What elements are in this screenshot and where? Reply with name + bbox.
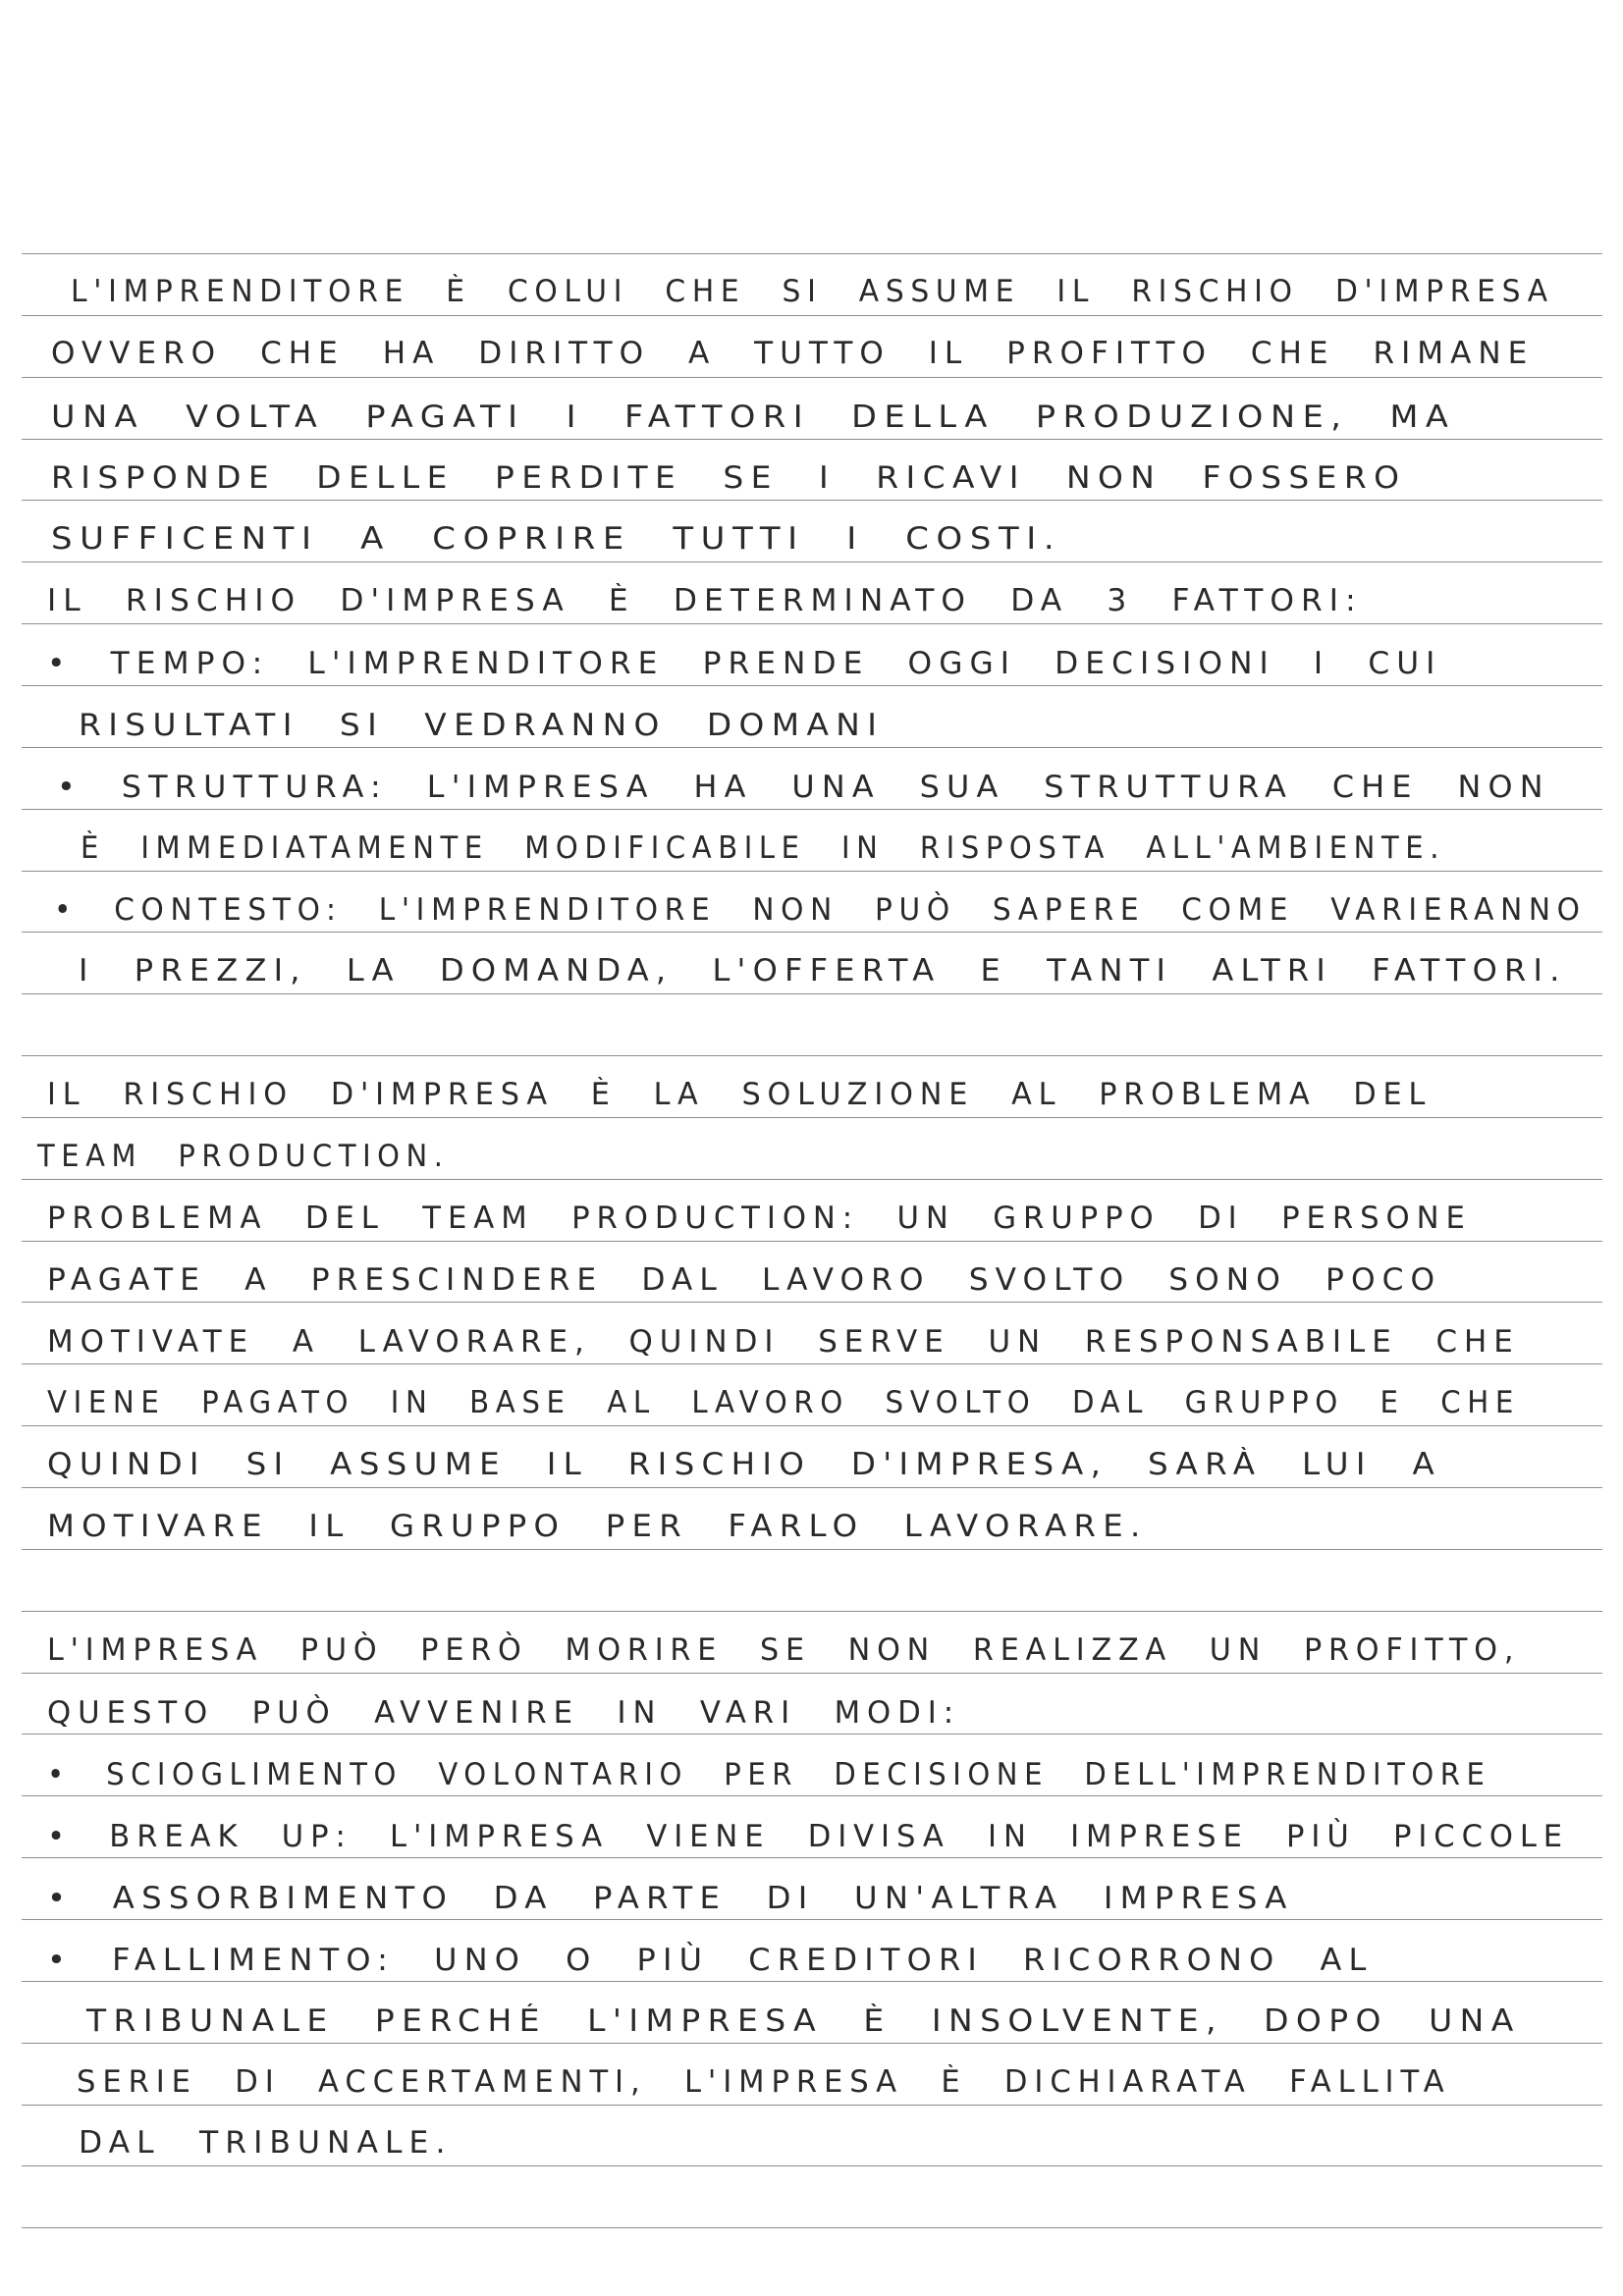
ruled-line: [22, 253, 1602, 254]
ruled-line: [22, 1117, 1602, 1118]
ruled-line: [22, 1363, 1602, 1364]
ruled-line: [22, 1487, 1602, 1488]
text-line: • BREAK UP: L'IMPRESA VIENE DIVISA IN IMPRESE PIÙ PICCOLE: [47, 1819, 1570, 1854]
text-line: RISULTATI SI VEDRANNO DOMANI: [79, 708, 885, 743]
ruled-line: [22, 809, 1602, 810]
text-line: • CONTESTO: L'IMPRENDITORE NON PUÒ SAPERE COME VARIERANNO: [54, 892, 1587, 928]
ruled-line: [22, 561, 1602, 562]
text-line: SERIE DI ACCERTAMENTI, L'IMPRESA È DICHIARATA FALLITA: [77, 2064, 1451, 2100]
ruled-line: [22, 2105, 1602, 2106]
ruled-line: [22, 2165, 1602, 2166]
ruled-line: [22, 993, 1602, 994]
ruled-line: [22, 1673, 1602, 1674]
text-line: I PREZZI, LA DOMANDA, L'OFFERTA E TANTI ALTRI FATTORI.: [79, 953, 1567, 988]
ruled-line: [22, 1919, 1602, 1920]
ruled-line: [22, 439, 1602, 440]
ruled-line: [22, 871, 1602, 872]
ruled-line: [22, 1857, 1602, 1858]
text-line: OVVERO CHE HA DIRITTO A TUTTO IL PROFITTO CHE RIMANE: [51, 336, 1535, 371]
ruled-line: [22, 747, 1602, 748]
ruled-line: [22, 1302, 1602, 1303]
text-line: PAGATE A PRESCINDERE DAL LAVORO SVOLTO SONO POCO: [47, 1262, 1442, 1298]
text-line: L'IMPRESA PUÒ PERÒ MORIRE SE NON REALIZZA UN PROFITTO,: [47, 1632, 1521, 1668]
ruled-line: [22, 932, 1602, 933]
ruled-line: [22, 315, 1602, 316]
ruled-line: [22, 1179, 1602, 1180]
ruled-line: [22, 1734, 1602, 1735]
text-line: • ASSORBIMENTO DA PARTE DI UN'ALTRA IMPRESA: [47, 1881, 1294, 1916]
ruled-line: [22, 2227, 1602, 2228]
ruled-line: [22, 1241, 1602, 1242]
text-line: • FALLIMENTO: UNO O PIÙ CREDITORI RICORRONO AL: [47, 1943, 1374, 1978]
text-line: QUESTO PUÒ AVVENIRE IN VARI MODI:: [47, 1695, 961, 1731]
text-line: VIENE PAGATO IN BASE AL LAVORO SVOLTO DAL GRUPPO E CHE: [47, 1385, 1520, 1420]
text-line: MOTIVATE A LAVORARE, QUINDI SERVE UN RESPONSABILE CHE: [47, 1324, 1520, 1360]
text-line: PROBLEMA DEL TEAM PRODUCTION: UN GRUPPO DI PERSONE: [47, 1201, 1472, 1236]
text-line: • SCIOGLIMENTO VOLONTARIO PER DECISIONE DELL'IMPRENDITORE: [47, 1757, 1491, 1792]
text-line: È IMMEDIATAMENTE MODIFICABILE IN RISPOSTA ALL'AMBIENTE.: [81, 830, 1446, 866]
ruled-line: [22, 1981, 1602, 1982]
ruled-line: [22, 1055, 1602, 1056]
text-line: • STRUTTURA: L'IMPRESA HA UNA SUA STRUTTURA CHE NON: [57, 770, 1550, 805]
ruled-line: [22, 1549, 1602, 1550]
text-line: L'IMPRENDITORE È COLUI CHE SI ASSUME IL RISCHIO D'IMPRESA: [71, 274, 1554, 309]
ruled-line: [22, 500, 1602, 501]
text-line: MOTIVARE IL GRUPPO PER FARLO LAVORARE.: [47, 1509, 1148, 1544]
text-line: DAL TRIBUNALE.: [79, 2125, 453, 2161]
text-line: SUFFICENTI A COPRIRE TUTTI I COSTI.: [51, 521, 1062, 557]
ruled-line: [22, 1795, 1602, 1796]
text-line: IL RISCHIO D'IMPRESA È LA SOLUZIONE AL PROBLEMA DEL: [47, 1077, 1433, 1112]
ruled-line: [22, 623, 1602, 624]
ruled-line: [22, 377, 1602, 378]
ruled-line: [22, 685, 1602, 686]
ruled-line: [22, 1425, 1602, 1426]
text-line: • TEMPO: L'IMPRENDITORE PRENDE OGGI DECISIONI I CUI: [47, 646, 1442, 681]
ruled-line: [22, 2043, 1602, 2044]
text-line: UNA VOLTA PAGATI I FATTORI DELLA PRODUZIONE, MA: [51, 400, 1456, 435]
text-line: RISPONDE DELLE PERDITE SE I RICAVI NON FOSSERO: [51, 460, 1407, 496]
text-line: TRIBUNALE PERCHÉ L'IMPRESA È INSOLVENTE, DOPO UNA: [86, 2003, 1521, 2039]
ruled-line: [22, 1611, 1602, 1612]
text-line: TEAM PRODUCTION.: [37, 1139, 450, 1174]
text-line: QUINDI SI ASSUME IL RISCHIO D'IMPRESA, SARÀ LUI A: [47, 1447, 1442, 1482]
text-line: IL RISCHIO D'IMPRESA È DETERMINATO DA 3 FATTORI:: [47, 583, 1363, 618]
